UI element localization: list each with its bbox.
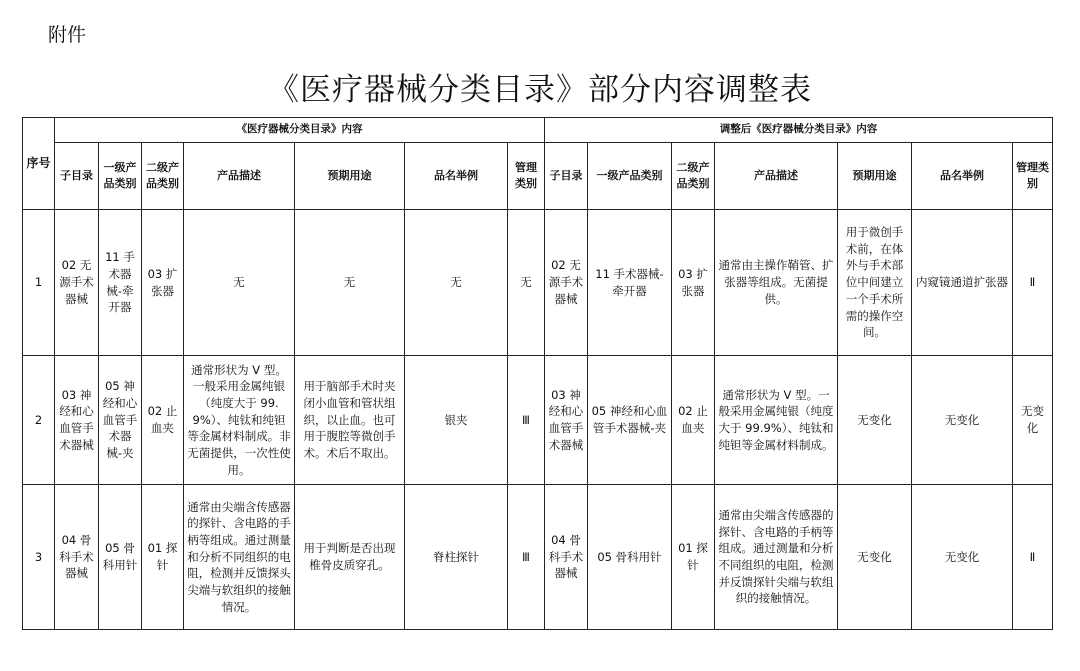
col-header-level1-adjusted: 一级产品类别 — [588, 143, 672, 210]
col-header-level2-adjusted: 二级产品类别 — [672, 143, 715, 210]
col-header-management-class: 管理类别 — [508, 143, 545, 210]
cell-description: 无 — [184, 210, 295, 356]
col-header-description: 产品描述 — [184, 143, 295, 210]
cell-intended-use: 用于脑部手术时夹闭小血管和管状组织，以止血。也可用于腹腔等微创手术。术后不取出。 — [295, 356, 405, 485]
col-header-description-adjusted: 产品描述 — [715, 143, 838, 210]
cell-product-examples: 银夹 — [405, 356, 508, 485]
cell-intended-use-adjusted: 无变化 — [838, 485, 912, 630]
cell-intended-use: 用于判断是否出现椎骨皮质穿孔。 — [295, 485, 405, 630]
row-seq: 2 — [23, 356, 55, 485]
group-header-adjusted: 调整后《医疗器械分类目录》内容 — [545, 118, 1053, 143]
cell-level2-adjusted: 03 扩张器 — [672, 210, 715, 356]
cell-level2: 03 扩张器 — [142, 210, 184, 356]
table-row — [23, 485, 1053, 630]
cell-product-examples-adjusted: 无变化 — [912, 485, 1013, 630]
col-header-intended-use-adjusted: 预期用途 — [838, 143, 912, 210]
cell-level1: 05 骨科用针 — [99, 485, 142, 630]
cell-intended-use-adjusted: 用于微创手术前，在体外与手术部位中间建立一个手术所需的操作空间。 — [838, 210, 912, 356]
col-header-level1: 一级产品类别 — [99, 143, 142, 210]
cell-management-class: 无 — [508, 210, 545, 356]
cell-level2-adjusted: 01 探针 — [672, 485, 715, 630]
cell-level2: 02 止血夹 — [142, 356, 184, 485]
cell-level1: 11 手术器械-牵开器 — [99, 210, 142, 356]
cell-level1-adjusted: 11 手术器械-牵开器 — [588, 210, 672, 356]
cell-subdirectory-adjusted: 02 无源手术器械 — [545, 210, 588, 356]
group-header-original: 《医疗器械分类目录》内容 — [55, 118, 545, 143]
row-seq: 3 — [23, 485, 55, 630]
cell-description-adjusted: 通常由主操作鞘管、扩张器等组成。无菌提供。 — [715, 210, 838, 356]
cell-subdirectory-adjusted: 03 神经和心血管手术器械 — [545, 356, 588, 485]
cell-level1-adjusted: 05 骨科用针 — [588, 485, 672, 630]
cell-management-class: Ⅲ — [508, 356, 545, 485]
cell-subdirectory: 02 无源手术器械 — [55, 210, 99, 356]
document-title: 《医疗器械分类目录》部分内容调整表 — [268, 72, 812, 108]
col-header-subdirectory-adjusted: 子目录 — [545, 143, 588, 210]
cell-intended-use: 无 — [295, 210, 405, 356]
col-header-intended-use: 预期用途 — [295, 143, 405, 210]
cell-subdirectory-adjusted: 04 骨科手术器械 — [545, 485, 588, 630]
cell-description: 通常形状为 V 型。一般采用金属纯银（纯度大于 99.9%）、纯钛和纯钽等金属材料制成。非无菌提供，一次性使用。 — [184, 356, 295, 485]
cell-management-class-adjusted: Ⅱ — [1013, 485, 1053, 630]
table-row — [23, 210, 1053, 356]
cell-product-examples: 无 — [405, 210, 508, 356]
cell-level2: 01 探针 — [142, 485, 184, 630]
cell-management-class: Ⅲ — [508, 485, 545, 630]
cell-subdirectory: 04 骨科手术器械 — [55, 485, 99, 630]
cell-level1: 05 神经和心血管手术器械-夹 — [99, 356, 142, 485]
table-row — [23, 356, 1053, 485]
cell-level2-adjusted: 02 止血夹 — [672, 356, 715, 485]
col-header-product-examples-adjusted: 品名举例 — [912, 143, 1013, 210]
cell-level1-adjusted: 05 神经和心血管手术器械-夹 — [588, 356, 672, 485]
seq-header: 序号 — [23, 118, 55, 210]
cell-product-examples-adjusted: 无变化 — [912, 356, 1013, 485]
cell-management-class-adjusted: Ⅱ — [1013, 210, 1053, 356]
cell-management-class-adjusted: 无变化 — [1013, 356, 1053, 485]
adjustment-table — [22, 117, 1053, 630]
col-header-management-class-adjusted: 管理类别 — [1013, 143, 1053, 210]
cell-description: 通常由尖端含传感器的探针、含电路的手柄等组成。通过测量和分析不同组织的电阻，检测并反馈探头尖端与软组织的接触情况。 — [184, 485, 295, 630]
col-header-product-examples: 品名举例 — [405, 143, 508, 210]
cell-product-examples-adjusted: 内窥镜通道扩张器 — [912, 210, 1013, 356]
col-header-level2: 二级产品类别 — [142, 143, 184, 210]
cell-description-adjusted: 通常形状为 V 型。一般采用金属纯银（纯度大于 99.9%）、纯钛和纯钽等金属材料制成。 — [715, 356, 838, 485]
cell-subdirectory: 03 神经和心血管手术器械 — [55, 356, 99, 485]
row-seq: 1 — [23, 210, 55, 356]
attachment-label: 附件 — [48, 24, 87, 46]
cell-intended-use-adjusted: 无变化 — [838, 356, 912, 485]
col-header-subdirectory: 子目录 — [55, 143, 99, 210]
cell-description-adjusted: 通常由尖端含传感器的探针、含电路的手柄等组成。通过测量和分析不同组织的电阻，检测并反馈探针尖端与软组织的接触情况。 — [715, 485, 838, 630]
cell-product-examples: 脊柱探针 — [405, 485, 508, 630]
